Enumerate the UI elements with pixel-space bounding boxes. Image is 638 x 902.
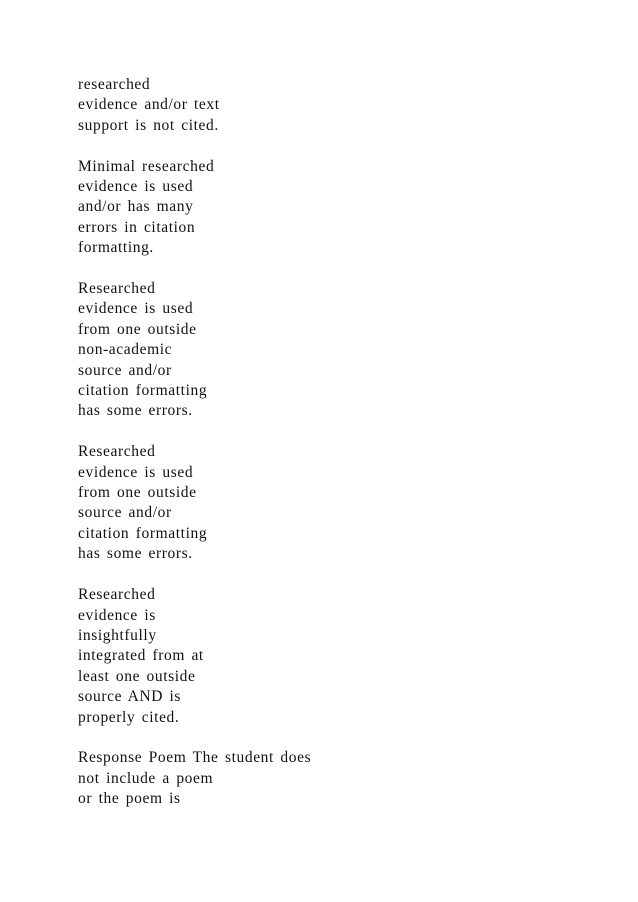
text-line: has some errors.: [78, 402, 193, 420]
paragraph-non-academic-source: [78, 279, 311, 422]
text-line: Researched: [78, 280, 156, 298]
document-body: [78, 75, 311, 830]
paragraph-one-outside-source: [78, 442, 311, 564]
text-line: has some errors.: [78, 545, 193, 563]
text-line: insightfully: [78, 626, 157, 644]
text-line: evidence is used: [78, 463, 194, 481]
text-line: Response Poem The student does: [78, 749, 312, 767]
text-line: or the poem is: [78, 790, 181, 808]
text-line: and/or has many: [78, 198, 194, 216]
text-line: integrated from at: [78, 647, 204, 665]
text-line: from one outside: [78, 484, 197, 502]
text-line: evidence is used: [78, 178, 194, 196]
text-line: citation formatting: [78, 382, 208, 400]
text-line: evidence and/or text: [78, 96, 220, 114]
text-line: Researched: [78, 443, 156, 461]
text-line: Researched: [78, 586, 156, 604]
paragraph-response-poem: [78, 748, 311, 809]
text-line: not include a poem: [78, 769, 214, 787]
text-line: source and/or: [78, 361, 172, 379]
text-line: from one outside: [78, 320, 197, 338]
text-line: source AND is: [78, 688, 182, 706]
text-line: source and/or: [78, 504, 172, 522]
text-line: properly cited.: [78, 708, 180, 726]
paragraph-insightful-integration: [78, 585, 311, 728]
paragraph-uncited-evidence: [78, 75, 311, 136]
text-line: Minimal researched: [78, 157, 215, 175]
text-line: support is not cited.: [78, 116, 219, 134]
text-line: evidence is used: [78, 300, 194, 318]
text-line: least one outside: [78, 667, 196, 685]
text-line: errors in citation: [78, 218, 196, 236]
text-line: evidence is: [78, 606, 156, 624]
text-line: researched: [78, 76, 151, 93]
text-line: citation formatting: [78, 524, 208, 542]
text-line: non-academic: [78, 341, 173, 359]
text-line: formatting.: [78, 239, 154, 257]
paragraph-minimal-evidence: [78, 157, 311, 259]
